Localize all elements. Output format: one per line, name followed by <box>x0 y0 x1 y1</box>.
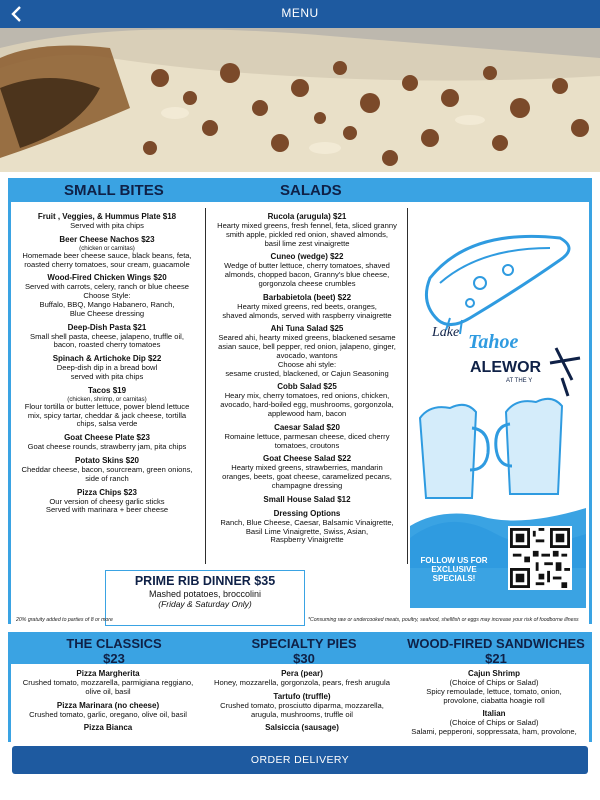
menu-item: Potato Skins $20 Cheddar cheese, bacon, sourcream, green onions, side of ranch <box>21 455 193 483</box>
menu-item: Rucola (arugula) $21 Hearty mixed greens, fresh fennel, feta, sliced granny smith apple, pickled red onion, shaved almonds, basil lime zest vinaigrette <box>217 212 397 248</box>
menu-item: Dressing Options Ranch, Blue Cheese, Caesar, Balsamic Vinaigrette, Basil Lime Vinaigrette, Swiss, Asian, Raspberry Vinaigrette <box>220 508 394 545</box>
salads-heading: SALADS <box>280 182 342 199</box>
small-bites-list <box>12 212 202 519</box>
specialty-heading: SPECIALTY PIES $30 <box>251 636 357 666</box>
column-divider <box>407 208 408 564</box>
sandwiches-heading: WOOD-FIRED SANDWICHES $21 <box>407 636 585 666</box>
menu-item: Spinach & Artichoke Dip $22 Deep-dish dip in a bread bowl served with pita chips <box>52 354 162 381</box>
page-title: MENU <box>281 6 319 20</box>
menu-item: Pizza Marinara (no cheese) Crushed tomato, garlic, oregano, olive oil, basil <box>29 700 187 719</box>
follow-us-text: FOLLOW US FOR EXCLUSIVE SPECIALS! <box>420 556 488 583</box>
menu-item: Goat Cheese Plate $23 Goat cheese rounds, strawberry jam, pita chips <box>27 433 187 452</box>
menu-item: Ahi Tuna Salad $25 Seared ahi, hearty mixed greens, blackened sesame asian sauce, bell pepper, red onion, jalapeno, ginger, avocado, wantons Choose ahi style: sesame crusted, blackened, or Cajun Seasoning <box>218 324 396 378</box>
menu-item: Pizza Chips $23 Our version of cheesy garlic sticks Served with marinara + beer cheese <box>45 487 169 515</box>
menu-item: Wood-Fired Chicken Wings $20 Served with carrots, celery, ranch or blue cheese Choose Style: Buffalo, BBQ, Mango Habanero, Ranch, Blue Cheese dressing <box>24 273 190 318</box>
menu-item: Salsiccia (sausage) <box>265 723 339 733</box>
menu-item: Goat Cheese Salad $22 Hearty mixed greens, strawberries, mandarin oranges, beets, goat cheese, caramelized pecans, champagne dressing <box>222 454 392 490</box>
beer-mugs-icon <box>420 399 562 498</box>
prime-rib-note: (Friday & Saturday Only) <box>158 599 252 609</box>
menu-item: Pera (pear) Honey, mozzarella, gorgonzola, pears, fresh arugula <box>214 669 390 687</box>
menu-item: Pizza Margherita Crushed tomato, mozzarella, parmigiana reggiano, olive oil, basil <box>22 669 194 696</box>
menu-item: Small House Salad $12 <box>263 494 351 504</box>
hero-pizza-image <box>0 28 600 172</box>
menu-item: Barbabietola (beet) $22 Hearty mixed greens, red beets, oranges, shaved almonds, served with raspberry vinaigrette <box>222 292 392 320</box>
logo-text: Lake <box>432 325 460 340</box>
prime-rib-desc: Mashed potatoes, broccolini <box>148 589 262 599</box>
logo-text: AT THE Y <box>506 378 533 384</box>
skier-icon <box>550 348 580 396</box>
menu-item: Tacos $19 (chicken, shrimp, or carnitas) Flour tortilla or butter lettuce, power blend lettuce mix, spicy tartar, cheddar & jack cheese, tortilla chips, salsa verde <box>24 385 190 429</box>
prime-rib-box <box>105 570 305 626</box>
menu-item: Cobb Salad $25 Heary mix, cherry tomatoes, red onions, chicken, avocado, hard-boiled egg, mushrooms, gorgonzola, applewood ham, bacon <box>220 382 394 418</box>
menu-item: Caesar Salad $20 Romaine lettuce, parmesan cheese, diced cherry tomatoes, croutons <box>224 422 390 450</box>
prime-rib-title: PRIME RIB DINNER $35 <box>134 574 276 588</box>
sandwiches-list <box>400 669 588 741</box>
logo-text: ALEWOR <box>470 359 542 376</box>
top-bar <box>0 0 600 28</box>
salads-list <box>208 212 406 549</box>
menu-item: Italian (Choice of Chips or Salad) Salami, pepperoni, soppressata, ham, provolone, <box>411 709 577 737</box>
classics-heading: THE CLASSICS $23 <box>66 636 162 666</box>
menu-item: Deep-Dish Pasta $21 Small shell pasta, cheese, jalapeno, truffle oil, bacon, roasted cherry tomatoes <box>30 322 184 350</box>
logo-text: Tahoe <box>468 331 519 353</box>
consumer-advisory: *Consuming raw or undercooked meats, poultry, seafood, shellfish or eggs may increase your risk of foodborne illness <box>308 617 579 623</box>
menu-item: Cuneo (wedge) $22 Wedge of butter lettuce, cherry tomatoes, shaved almonds, chopped bacon, Granny's blue cheese, gorgonzola cheese crumbles <box>224 252 390 288</box>
menu-item: Tartufo (truffle) Crushed tomato, prosciutto diparma, mozzarella, arugula, mushrooms, truffle oil <box>220 691 384 719</box>
qr-code[interactable] <box>508 526 572 590</box>
bottom-safe-area <box>0 778 600 800</box>
menu-item: Cajun Shrimp (Choice of Chips or Salad) Spicy remoulade, lettuce, tomato, onion, provolone, ciabatta hoagie roll <box>426 669 562 705</box>
order-delivery-button[interactable]: ORDER DELIVERY <box>12 746 588 774</box>
specialty-list <box>204 669 400 737</box>
gratuity-note: 20% gratuity added to parties of 8 or more <box>16 617 113 623</box>
small-bites-heading: SMALL BITES <box>64 182 164 199</box>
classics-list <box>12 669 204 737</box>
menu-item: Fruit , Veggies, & Hummus Plate $18 Served with pita chips <box>37 212 177 230</box>
pizza-slice-icon <box>426 236 569 334</box>
menu-item: Pizza Bianca <box>83 723 133 733</box>
menu-item: Beer Cheese Nachos $23 (chicken or carnitas) Homemade beer cheese sauce, black beans, feta, roasted cherry tomatoes, sour cream, guacamole <box>22 234 192 269</box>
column-divider <box>205 208 206 564</box>
